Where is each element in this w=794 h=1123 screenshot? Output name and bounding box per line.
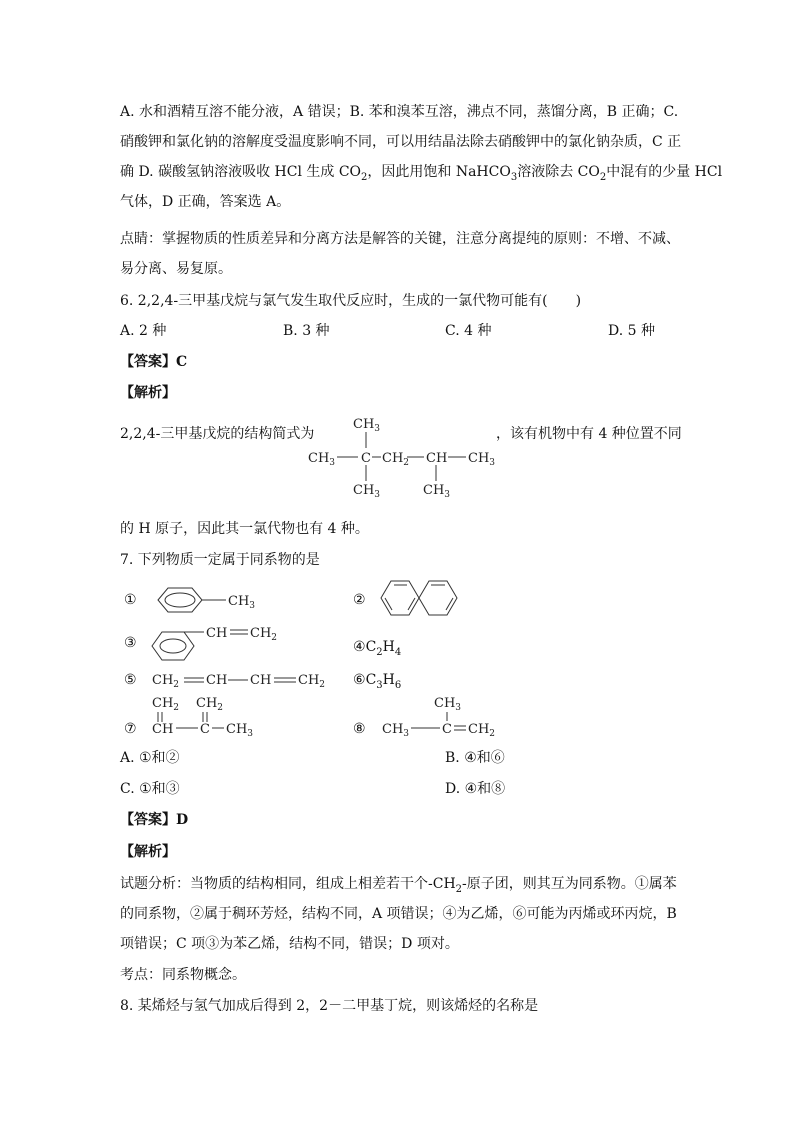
svg-text:CH3: $CH_3$ [228, 594, 256, 611]
q7-analysis-line1: 试题分析：当物质的结构相同，组成上相差若干个$-CH_2-$原子团，则其互为同系物。①属苯 [120, 876, 677, 895]
svg-text:C: C [442, 722, 452, 737]
q5-tip-line2: 易分离、易复原。 [120, 261, 232, 277]
svg-text:CH3: $CH_3$ [353, 483, 381, 500]
svg-text:CH3: $CH_3$ [382, 722, 410, 739]
q7-analysis-label: 【解析】 [120, 844, 176, 860]
q6-option-b: B. 3 种 [283, 323, 330, 339]
svg-text:CH3: $CH_3$ [226, 722, 254, 739]
q7-label-3: ③ [124, 635, 137, 651]
q7-item5-butadiene [150, 668, 330, 692]
svg-text:CH: CH [206, 626, 228, 641]
svg-text:CH3: $CH_3$ [353, 417, 381, 434]
svg-text:CH2: $CH_2$ [468, 722, 496, 739]
q6-struct-prefix: 2,2,4-三甲基戊烷的结构简式为 [120, 426, 315, 442]
q7-item2-naphthalene [377, 575, 461, 621]
q7-option-b: B. ④和⑥ [445, 750, 505, 766]
svg-text:CH: CH [152, 722, 174, 737]
q7-label-1: ① [124, 592, 137, 608]
svg-text:C: C [361, 451, 371, 466]
q7-label-4: $④C_2H_4$ [353, 639, 402, 658]
svg-text:C: C [200, 722, 210, 737]
svg-text:CH2: $CH_2$ [152, 673, 180, 690]
q6-structural-formula [306, 410, 496, 502]
q6-option-c: C. 4 种 [445, 323, 492, 339]
q5-tip-line1: 点睛：掌握物质的性质差异和分离方法是解答的关键，注意分离提纯的原则：不增、不减、 [120, 231, 680, 247]
q7-item8-structure [378, 693, 508, 739]
q8-stem: 8. 某烯烃与氢气加成后得到 2，2－二甲基丁烷，则该烯烃的名称是 [120, 998, 539, 1014]
q7-item7-structure [150, 693, 290, 739]
q7-answer: 【答案】D [120, 812, 189, 828]
q7-item3-styrene [148, 622, 298, 662]
q7-analysis-line2: 的同系物，②属于稠环芳烃，结构不同，A 项错误；④为乙烯，⑥可能为丙烯或环丙烷，B [120, 906, 677, 922]
q5-explain-line4: 气体，D 正确，答案选 A。 [120, 194, 291, 210]
q6-stem: 6. 2,2,4-三甲基戊烷与氯气发生取代反应时，生成的一氯代物可能有( ) [120, 293, 582, 309]
svg-text:CH3: $CH_3$ [434, 696, 462, 713]
q7-label-2: ② [353, 592, 366, 608]
q7-point: 考点：同系物概念。 [120, 967, 246, 983]
svg-text:CH: CH [206, 673, 228, 688]
svg-text:CH: CH [250, 673, 272, 688]
q7-analysis-line3: 项错误；C 项③为苯乙烯，结构不同，错误；D 项对。 [120, 936, 459, 952]
svg-text:CH2: $CH_2$ [152, 696, 180, 713]
svg-text:CH3: $CH_3$ [468, 451, 496, 468]
q7-label-5: ⑤ [124, 672, 137, 688]
q7-option-c: C. ①和③ [120, 781, 180, 797]
q5-explain-line2: 硝酸钾和氯化钠的溶解度受温度影响不同，可以用结晶法除去硝酸钾中的氯化钠杂质，C 正 [120, 134, 682, 150]
svg-text:CH2: $CH_2$ [382, 451, 410, 468]
svg-text:CH3: $CH_3$ [308, 451, 336, 468]
q6-analysis-label: 【解析】 [120, 385, 176, 401]
q6-option-d: D. 5 种 [608, 323, 655, 339]
q7-option-a: A. ①和② [120, 750, 180, 766]
q5-explain-line1: A. 水和酒精互溶不能分液，A 错误；B. 苯和溴苯互溶，沸点不同，蒸馏分离，B 正确；C. [120, 104, 679, 120]
svg-text:CH: CH [426, 451, 448, 466]
svg-text:CH2: $CH_2$ [250, 626, 278, 643]
q6-conclusion: 的 H 原子，因此其一氯代物也有 4 种。 [120, 521, 369, 537]
q5-explain-line3: 确 D. 碳酸氢钠溶液吸收 HCl 生成 $CO_2$，因此用饱和 NaHCO$_3$溶液除去 $CO_2$中混有的少量 HCl [120, 164, 723, 183]
q7-label-8: ⑧ [353, 721, 366, 737]
q7-label-6: $⑥C_3H_6$ [353, 672, 402, 691]
q7-item1-toluene [148, 583, 268, 617]
q6-option-a: A. 2 种 [120, 323, 167, 339]
q7-label-7: ⑦ [124, 721, 137, 737]
q7-option-d: D. ④和⑧ [445, 781, 506, 797]
svg-text:CH2: $CH_2$ [196, 696, 224, 713]
q6-answer: 【答案】C [120, 354, 188, 370]
svg-text:CH2: $CH_2$ [298, 673, 326, 690]
q7-stem: 7. 下列物质一定属于同系物的是 [120, 552, 320, 568]
q6-struct-suffix: ，该有机物中有 4 种位置不同 [496, 426, 682, 442]
svg-text:CH3: $CH_3$ [423, 483, 451, 500]
